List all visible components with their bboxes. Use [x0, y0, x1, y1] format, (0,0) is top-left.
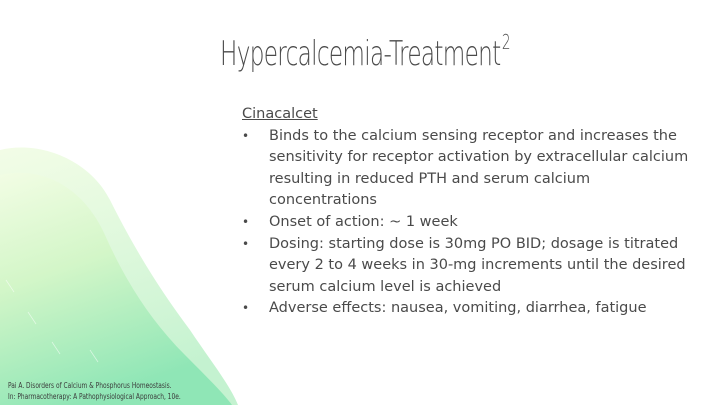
bullet-icon: • [242, 214, 250, 229]
bullet-item [242, 298, 692, 320]
bullet-item [242, 234, 692, 299]
bullet-item [242, 212, 692, 234]
content-block [242, 104, 692, 320]
bullet-list [242, 126, 692, 320]
citation-line: Pai A. Disorders of Calcium & Phosphorus Homeostasis. [8, 381, 172, 390]
bullet-text: Adverse effects: nausea, vomiting, diarrhea, fatigue [269, 300, 647, 317]
bullet-text: Binds to the calcium sensing receptor and increases the sensitivity for receptor activation by extracellular calcium resulting in reduced PTH and serum calcium concentrations [269, 127, 689, 209]
bullet-icon: • [242, 301, 250, 316]
section-heading: Cinacalcet [242, 106, 318, 122]
page-title [220, 30, 510, 74]
title-reference-number: 2 [501, 30, 510, 54]
citation-line: In: Pharmacotherapy: A Pathophysiological Approach, 10e. [8, 392, 181, 401]
title-text: Hypercalcemia-Treatment [220, 34, 501, 74]
bullet-icon: • [242, 128, 250, 143]
bullet-text: Dosing: starting dose is 30mg PO BID; dosage is titrated every 2 to 4 weeks in 30-mg increments until the desired serum calcium level is achieved [269, 235, 686, 295]
bullet-item [242, 126, 692, 212]
bullet-text: Onset of action: ~ 1 week [269, 213, 458, 230]
bullet-icon: • [242, 236, 250, 251]
citation [8, 380, 181, 402]
